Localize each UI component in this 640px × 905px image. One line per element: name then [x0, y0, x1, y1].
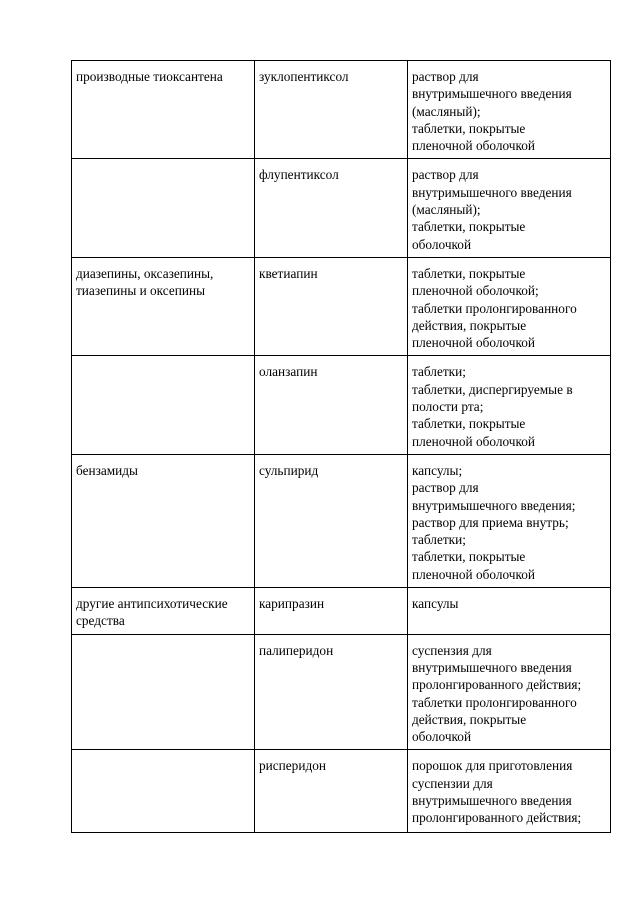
- form-line: таблетки, покрытые: [412, 219, 526, 235]
- table-row: [72, 454, 611, 587]
- form-line: пролонгированного действия;: [412, 677, 582, 693]
- group-cell: [72, 750, 255, 833]
- form-line: пролонгированного действия;: [412, 810, 582, 826]
- group-line: производные тиоксантена: [76, 69, 223, 84]
- form-line: порошок для приготовления: [412, 758, 573, 774]
- form-line: раствор для: [412, 69, 479, 84]
- form-line: (масляный);: [412, 202, 481, 218]
- forms-cell: [408, 257, 611, 355]
- form-line: таблетки, покрытые: [412, 549, 526, 565]
- form-line: таблетки;: [412, 532, 466, 548]
- drug-name: карипразин: [259, 596, 325, 612]
- form-line: таблетки, диспергируемые в: [412, 381, 573, 397]
- group-line: диазепины, оксазепины,: [76, 265, 214, 281]
- drug-cell: [255, 634, 408, 750]
- group-line: бензамиды: [76, 462, 138, 478]
- form-line: внутримышечного введения: [412, 86, 572, 102]
- group-line: средства: [76, 613, 125, 629]
- drug-name: сульпирид: [259, 462, 319, 478]
- drug-name: флупентиксол: [259, 167, 339, 183]
- form-line: таблетки, покрытые: [412, 416, 526, 432]
- group-cell: [72, 61, 255, 159]
- form-line: пленочной оболочкой: [412, 433, 536, 449]
- forms-cell: [408, 588, 611, 635]
- form-line: таблетки;: [412, 364, 466, 380]
- form-line: внутримышечного введения: [412, 659, 572, 675]
- drug-cell: [255, 61, 408, 159]
- form-line: пленочной оболочкой;: [412, 283, 539, 299]
- form-line: действия, покрытые: [412, 711, 527, 727]
- drug-name: кветиапин: [259, 265, 318, 281]
- group-line: тиазепины и оксепины: [76, 283, 206, 299]
- forms-cell: [408, 159, 611, 257]
- forms-cell: [408, 634, 611, 750]
- table-row: [72, 634, 611, 750]
- forms-cell: [408, 61, 611, 159]
- form-line: раствор для: [412, 167, 479, 183]
- group-cell: [72, 159, 255, 257]
- group-cell: [72, 356, 255, 454]
- drug-cell: [255, 750, 408, 833]
- drug-cell: [255, 588, 408, 635]
- drug-name: зуклопентиксол: [259, 69, 349, 84]
- form-line: внутримышечного введения;: [412, 497, 576, 513]
- form-line: оболочкой: [412, 236, 472, 252]
- form-line: суспензия для: [412, 642, 492, 658]
- form-line: действия, покрытые: [412, 317, 527, 333]
- drug-name: рисперидон: [259, 758, 326, 774]
- form-line: пленочной оболочкой: [412, 566, 536, 582]
- drug-name: палиперидон: [259, 642, 334, 658]
- form-line: внутримышечного введения: [412, 792, 572, 808]
- table-row: [72, 61, 611, 159]
- group-cell: [72, 588, 255, 635]
- form-line: пленочной оболочкой: [412, 335, 536, 351]
- drug-name: оланзапин: [259, 364, 318, 380]
- drug-cell: [255, 257, 408, 355]
- form-line: внутримышечного введения: [412, 184, 572, 200]
- form-line: таблетки пролонгированного: [412, 300, 577, 316]
- form-line: капсулы;: [412, 462, 463, 478]
- table-row: [72, 159, 611, 257]
- forms-cell: [408, 454, 611, 587]
- form-line: капсулы: [412, 596, 459, 612]
- group-line: другие антипсихотические: [76, 596, 228, 612]
- drug-cell: [255, 356, 408, 454]
- forms-cell: [408, 750, 611, 833]
- form-line: (масляный);: [412, 103, 481, 119]
- form-line: раствор для: [412, 480, 479, 496]
- forms-cell: [408, 356, 611, 454]
- group-cell: [72, 257, 255, 355]
- form-line: пленочной оболочкой: [412, 138, 536, 154]
- form-line: таблетки, покрытые: [412, 120, 526, 136]
- table-row: [72, 257, 611, 355]
- form-line: полости рта;: [412, 399, 484, 415]
- form-line: раствор для приема внутрь;: [412, 514, 569, 530]
- table-row: [72, 588, 611, 635]
- form-line: таблетки, покрытые: [412, 265, 526, 281]
- table-row: [72, 356, 611, 454]
- form-line: оболочкой: [412, 729, 472, 745]
- table-row: [72, 750, 611, 833]
- group-cell: [72, 634, 255, 750]
- drug-cell: [255, 454, 408, 587]
- form-line: таблетки пролонгированного: [412, 694, 577, 710]
- drug-cell: [255, 159, 408, 257]
- drug-table-body: [72, 61, 611, 833]
- drug-table: [71, 60, 611, 833]
- group-cell: [72, 454, 255, 587]
- form-line: суспензии для: [412, 775, 493, 791]
